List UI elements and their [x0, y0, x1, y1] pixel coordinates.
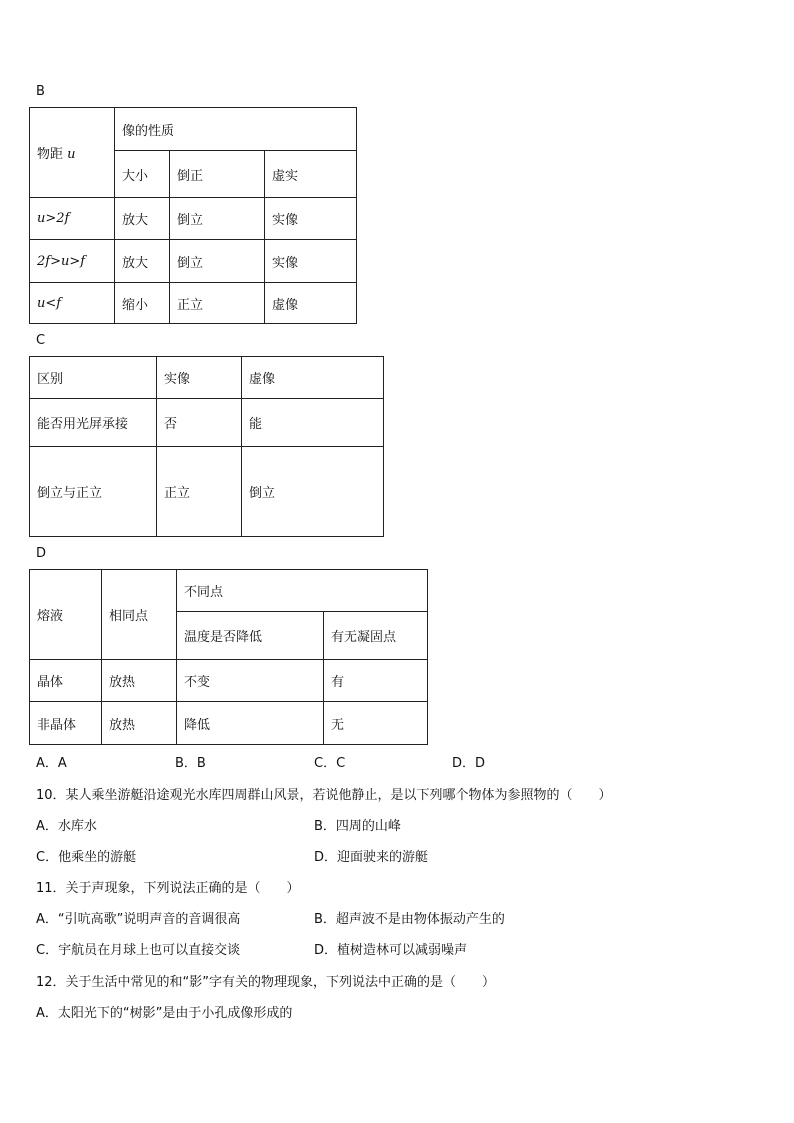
q10-option-c: C．他乘坐的游艇 — [36, 850, 137, 865]
cell: 区别 — [30, 357, 157, 399]
cell: 虚像 — [242, 357, 384, 399]
q12-stem: 12．关于生活中常见的和“影”字有关的物理现象，下列说法中正确的是（ ） — [36, 975, 496, 990]
header-real-virtual: 虚实 — [265, 151, 357, 198]
section-c-label: C — [36, 333, 46, 348]
cell: 倒立 — [242, 447, 384, 537]
solidification-table — [29, 569, 428, 745]
header-size: 大小 — [115, 151, 170, 198]
header-distance: 物距 u — [30, 108, 115, 198]
row-orientation: 正立 — [170, 283, 265, 324]
row-condition: 2f>u>f — [30, 240, 115, 283]
cell: 倒立与正立 — [30, 447, 157, 537]
lens-imaging-table — [29, 107, 357, 324]
cell: 放热 — [102, 702, 177, 745]
section-d-label: D — [36, 546, 47, 561]
q10-option-a: A．水库水 — [36, 819, 97, 834]
cell: 正立 — [157, 447, 242, 537]
q10-stem: 10．某人乘坐游艇沿途观光水库四周群山风景，若说他静止，是以下列哪个物体为参照物的（ ） — [36, 788, 612, 803]
cell: 不变 — [177, 660, 324, 702]
q11-option-a: A．“引吭高歌”说明声音的音调很高 — [36, 912, 241, 927]
q9-option-d: D．D — [452, 756, 486, 771]
cell: 实像 — [157, 357, 242, 399]
q12-option-a: A．太阳光下的“树影”是由于小孔成像形成的 — [36, 1006, 293, 1021]
row-orientation: 倒立 — [170, 198, 265, 240]
header-diff: 不同点 — [177, 570, 428, 612]
header-same: 相同点 — [102, 570, 177, 660]
q10-option-d: D．迎面驶来的游艇 — [314, 850, 429, 865]
row-size: 放大 — [115, 240, 170, 283]
header-orientation: 倒正 — [170, 151, 265, 198]
cell: 非晶体 — [30, 702, 102, 745]
section-b-label: B — [36, 84, 45, 99]
q11-option-d: D．植树造林可以减弱噪声 — [314, 943, 468, 958]
header-temp: 温度是否降低 — [177, 612, 324, 660]
cell: 降低 — [177, 702, 324, 745]
header-melt: 熔液 — [30, 570, 102, 660]
row-type: 实像 — [265, 240, 357, 283]
header-image-nature: 像的性质 — [115, 108, 357, 151]
q11-option-b: B．超声波不是由物体振动产生的 — [314, 912, 505, 927]
q9-option-c: C．C — [314, 756, 346, 771]
q9-option-b: B．B — [175, 756, 206, 771]
cell: 无 — [324, 702, 428, 745]
cell: 能 — [242, 399, 384, 447]
q10-option-b: B．四周的山峰 — [314, 819, 401, 834]
row-condition: u>2f — [30, 198, 115, 240]
real-virtual-image-table — [29, 356, 384, 537]
row-size: 放大 — [115, 198, 170, 240]
q11-option-c: C．宇航员在月球上也可以直接交谈 — [36, 943, 241, 958]
cell: 能否用光屏承接 — [30, 399, 157, 447]
cell: 有 — [324, 660, 428, 702]
cell: 晶体 — [30, 660, 102, 702]
q11-stem: 11．关于声现象，下列说法正确的是（ ） — [36, 881, 300, 896]
row-orientation: 倒立 — [170, 240, 265, 283]
cell: 放热 — [102, 660, 177, 702]
q9-option-a: A．A — [36, 756, 67, 771]
cell: 否 — [157, 399, 242, 447]
header-freezing-point: 有无凝固点 — [324, 612, 428, 660]
row-size: 缩小 — [115, 283, 170, 324]
row-condition: u<f — [30, 283, 115, 324]
row-type: 实像 — [265, 198, 357, 240]
row-type: 虚像 — [265, 283, 357, 324]
